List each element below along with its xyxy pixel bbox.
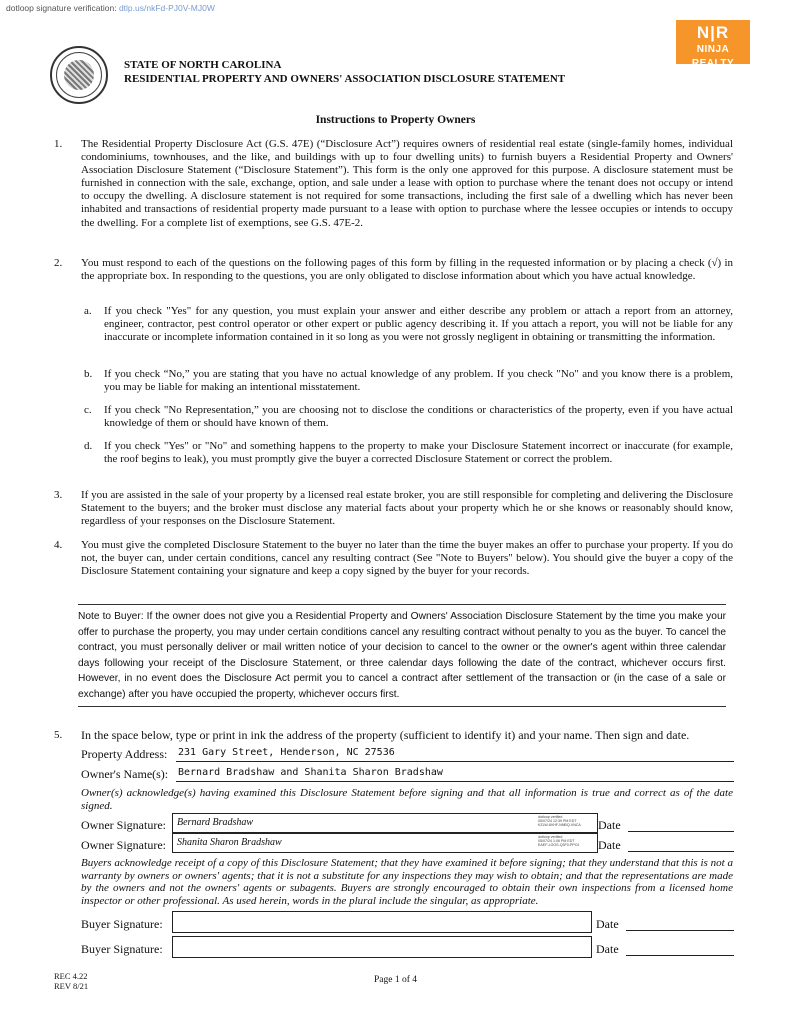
buyer-signature-field[interactable]	[172, 911, 592, 933]
item-number: 4.	[54, 539, 63, 551]
owner-signature-field[interactable]	[172, 813, 598, 833]
subitem-letter: b.	[84, 368, 93, 380]
subitem-a: If you check "Yes" for any question, you must explain your answer and either describe any problem or attach a report from an attorney, engineer, contractor, pest control operator or other expert or public agency describing it. If you attach a report, you will not be liable for any inaccurate or incomplete information contained in it so long as you were not grossly negligent in obtaining or transmitting the information.	[104, 305, 733, 344]
item-number: 2.	[54, 257, 63, 269]
owner-acknowledgment: Owner(s) acknowledge(s) having examined this Disclosure Statement before signing and that all information is true and correct as of the date signed.	[81, 787, 733, 812]
subitem-b: If you check “No,” you are stating that you have no actual knowledge of any problem. If you check "No" and you know there is a problem, you may be liable for making an intentional misstatement.	[104, 368, 733, 394]
date-label: Date	[596, 942, 619, 956]
signature-verification-stamp: dotloop verified 05/07/24 12:39 PM EDT KZLW-8VHF-NNBQ-VNCA	[538, 815, 581, 828]
owner-signature-field[interactable]	[172, 833, 598, 853]
property-address-label: Property Address:	[81, 747, 168, 761]
date-label: Date	[598, 838, 621, 852]
owners-name-label: Owner's Name(s):	[81, 767, 169, 781]
instruction-item-5: In the space below, type or print in ink the address of the property (sufficient to identify it) and your name. Then sign and date.	[81, 728, 690, 742]
form-revision: REV 8/21	[54, 981, 89, 991]
verification-line	[6, 3, 215, 13]
instruction-item-3: If you are assisted in the sale of your property by a licensed real estate broker, you are still responsible for completing and delivering the Disclosure Statement to the buyers; and the broker must disclose any material facts about your property which he or she knows or reasonably should know, regardless of your responses on the Disclosure Statement.	[81, 489, 733, 528]
page-number: Page 1 of 4	[373, 975, 417, 985]
state-heading: STATE OF NORTH CAROLINA	[124, 59, 282, 71]
subitem-letter: c.	[84, 404, 92, 416]
owners-name-field[interactable]: Bernard Bradshaw and Shanita Sharon Bradshaw	[178, 767, 443, 778]
buyer-acknowledgment: Buyers acknowledge receipt of a copy of this Disclosure Statement; that they have examined it before signing; that they understand that this is not a warranty by owners or owners' agents; that it is not a substitute for any inspections they may wish to obtain; and that the representations are made by the owners and not the owners' agents or subagents. Buyers are strongly encouraged to obtain their own inspections from a licensed home inspector or other professional. As used herein, words in the plural include the singular, as appropriate.	[81, 857, 733, 907]
subitem-letter: a.	[84, 305, 92, 317]
buyer-signature-field[interactable]	[172, 936, 592, 958]
item-number: 5.	[54, 729, 63, 741]
owner-signature-label: Owner Signature:	[81, 818, 166, 832]
item-number: 1.	[54, 138, 63, 150]
owner-signature-label: Owner Signature:	[81, 838, 166, 852]
nc-state-seal-icon	[50, 46, 108, 104]
property-address-field[interactable]: 231 Gary Street, Henderson, NC 27536	[178, 747, 395, 758]
date-field[interactable]	[626, 930, 734, 931]
date-label: Date	[598, 818, 621, 832]
instructions-title: Instructions to Property Owners	[315, 114, 476, 126]
owners-underline	[176, 781, 734, 782]
subitem-c: If you check "No Representation,” you are choosing not to disclose the conditions or characteristics of the property, even if you have actual knowledge of them or should have known of them.	[104, 404, 733, 430]
verification-label: dotloop signature verification:	[6, 3, 117, 13]
logo-text: NINJA REALTY	[691, 44, 735, 69]
note-to-buyer: Note to Buyer: If the owner does not give you a Residential Property and Owners' Association Disclosure Statement by the time you make your offer to purchase the property, you may under certain conditions cancel any resulting contract without penalty to you as the buyer. To cancel the contract, you must personally deliver or mail written notice of your decision to cancel to the owner or the owner's agent within three calendar days following your receipt of the Disclosure Statement, or three calendar days following the date of the contract, whichever occurs first. However, in no event does the Disclosure Act permit you to cancel a contract after settlement of the transaction or (in the case of a sale or exchange) after you have occupied the property, whichever occurs first.	[78, 604, 726, 707]
ninja-realty-logo	[676, 20, 750, 69]
instruction-item-4: You must give the completed Disclosure Statement to the buyer no later than the time the buyer makes an offer to purchase your property. If you do not, the buyer can, under certain conditions, cancel any resulting contract (See "Note to Buyers" below). You should give the buyer a copy of the Disclosure Statement containing your signature and keep a copy signed by the buyer for your records.	[81, 539, 733, 578]
buyer-signature-label: Buyer Signature:	[81, 917, 163, 931]
date-field[interactable]	[628, 831, 734, 832]
document-title: RESIDENTIAL PROPERTY AND OWNERS' ASSOCIATION DISCLOSURE STATEMENT	[124, 73, 566, 85]
address-underline	[176, 761, 734, 762]
verification-link[interactable]: dtlp.us/nkFd-PJ0V-MJ0W	[118, 3, 215, 13]
form-code: REC 4.22	[54, 971, 88, 981]
owner-signature-value: Bernard Bradshaw	[177, 817, 254, 828]
instruction-item-2: You must respond to each of the questions on the following pages of this form by filling in the requested information or by placing a check (√) in the appropriate box. In responding to the questions, you are only obligated to disclose information about which you have actual knowledge.	[81, 257, 733, 283]
date-label: Date	[596, 917, 619, 931]
date-field[interactable]	[626, 955, 734, 956]
buyer-signature-label: Buyer Signature:	[81, 942, 163, 956]
subitem-letter: d.	[84, 440, 93, 452]
document-header	[124, 58, 565, 86]
owner-signature-value: Shanita Sharon Bradshaw	[177, 837, 282, 848]
date-field[interactable]	[628, 851, 734, 852]
item-number: 3.	[54, 489, 63, 501]
logo-mark: N|R	[696, 23, 730, 42]
subitem-d: If you check "Yes" or "No" and something happens to the property to make your Disclosure Statement incorrect or inaccurate (for example, the roof begins to leak), you must promptly give the buyer a corrected Disclosure Statement or correct the problem.	[104, 440, 733, 466]
instruction-item-1: The Residential Property Disclosure Act (G.S. 47E) (“Disclosure Act”) requires owners of residential real estate (single-family homes, individual condominiums, townhouses, and the like, and buildings with up to four dwelling units) to furnish buyers a Residential Property and Owners' Association Disclosure Statement (“Disclosure Statement”). This form is the only one approved for this purpose. A disclosure statement must be furnished in connection with the sale, exchange, option, and sale under a lease with option to purchase where the tenant does not occupy or intend to occupy the dwelling. A disclosure statement is not required for some transactions, including the first sale of a dwelling which has never been inhabited and transactions of residential property made pursuant to a lease with option to purchase where the lessee occupies or intends to occupy the dwelling. For a complete list of exemptions, see G.S. 47E-2.	[81, 138, 733, 229]
signature-verification-stamp: dotloop verified 05/07/24 1:06 PM EDT EAEF-LGOS-Q3F0-PPOJ	[538, 835, 580, 848]
